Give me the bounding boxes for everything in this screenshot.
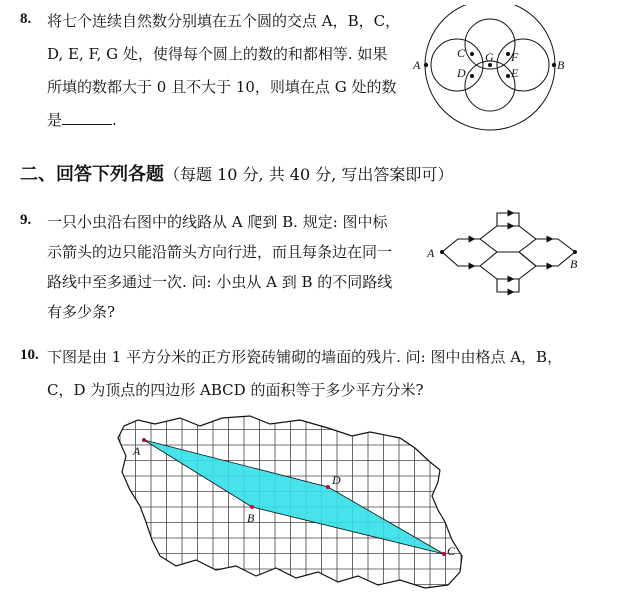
q8-label-d: D xyxy=(457,66,466,80)
q8-label-e: E xyxy=(511,66,519,80)
section-title: 二、回答下列各题 xyxy=(20,164,164,185)
vertex-dot xyxy=(250,505,254,509)
q9-line-3: 路线中至多通过一次. 问: 小虫从 A 到 B 的不同路线 xyxy=(47,273,393,291)
vertex-dot xyxy=(442,552,446,556)
q8-answer-tail: . xyxy=(112,111,117,129)
hex-top-cap xyxy=(497,213,519,226)
q9-hexagon-figure xyxy=(420,200,580,300)
hex-right xyxy=(519,239,575,266)
q8-label-a: A xyxy=(413,58,421,72)
q10-number: 10. xyxy=(20,347,39,363)
q10-tile-figure xyxy=(100,410,490,595)
q8-label-c: C xyxy=(457,46,466,60)
q8-number: 8. xyxy=(20,11,32,27)
q10-label-a: A xyxy=(133,444,141,458)
vertex-dot xyxy=(142,438,146,442)
q8-label-g: G xyxy=(485,50,494,64)
q10-label-d: D xyxy=(332,473,341,487)
q8-answer-blank[interactable] xyxy=(62,110,112,125)
q9-line-1: 一只小虫沿右图中的线路从 A 爬到 B. 规定: 图中标 xyxy=(47,213,388,231)
hex-bottom xyxy=(480,252,536,279)
q8-line-1: 将七个连续自然数分别填在五个圆的交点 A，B，C， xyxy=(47,12,401,30)
q10-line-1: 下图是由 1 平方分米的正方形瓷砖铺砌的墙面的残片. 问: 图中由格点 A，B， xyxy=(47,348,563,366)
q8-answer-prefix: 是 xyxy=(47,111,63,129)
right-circle xyxy=(497,39,549,91)
vertex-dot xyxy=(326,485,330,489)
q9-line-4: 有多少条? xyxy=(47,303,116,321)
hex-top xyxy=(480,226,536,252)
q8-line-4 xyxy=(47,110,117,130)
q10-line-2: C，D 为顶点的四边形 ABCD 的面积等于多少平方分米? xyxy=(47,381,424,399)
q9-label-a: A xyxy=(427,246,435,260)
q10-label-b: B xyxy=(247,511,255,525)
q10-label-c: C xyxy=(447,544,456,558)
hex-left xyxy=(442,239,497,266)
q8-label-b: B xyxy=(557,58,565,72)
q8-line-3: 所填的数都大于 0 且不大于 10，则填在点 G 处的数 xyxy=(47,78,397,96)
section-heading xyxy=(20,160,453,186)
q8-line-2: D, E, F, G 处，使得每个圆上的数的和都相等. 如果 xyxy=(47,45,388,63)
q9-label-b-visible: B xyxy=(570,257,578,271)
q9-number: 9. xyxy=(20,212,32,228)
q8-circles-figure xyxy=(410,5,570,145)
section-note: （每题 10 分, 共 40 分, 写出答案即可） xyxy=(164,165,454,184)
q9-line-2: 示箭头的边只能沿箭头方向行进，而且每条边在同一 xyxy=(47,243,393,261)
hex-bottom-cap xyxy=(497,279,519,292)
q8-label-f: F xyxy=(511,50,519,64)
